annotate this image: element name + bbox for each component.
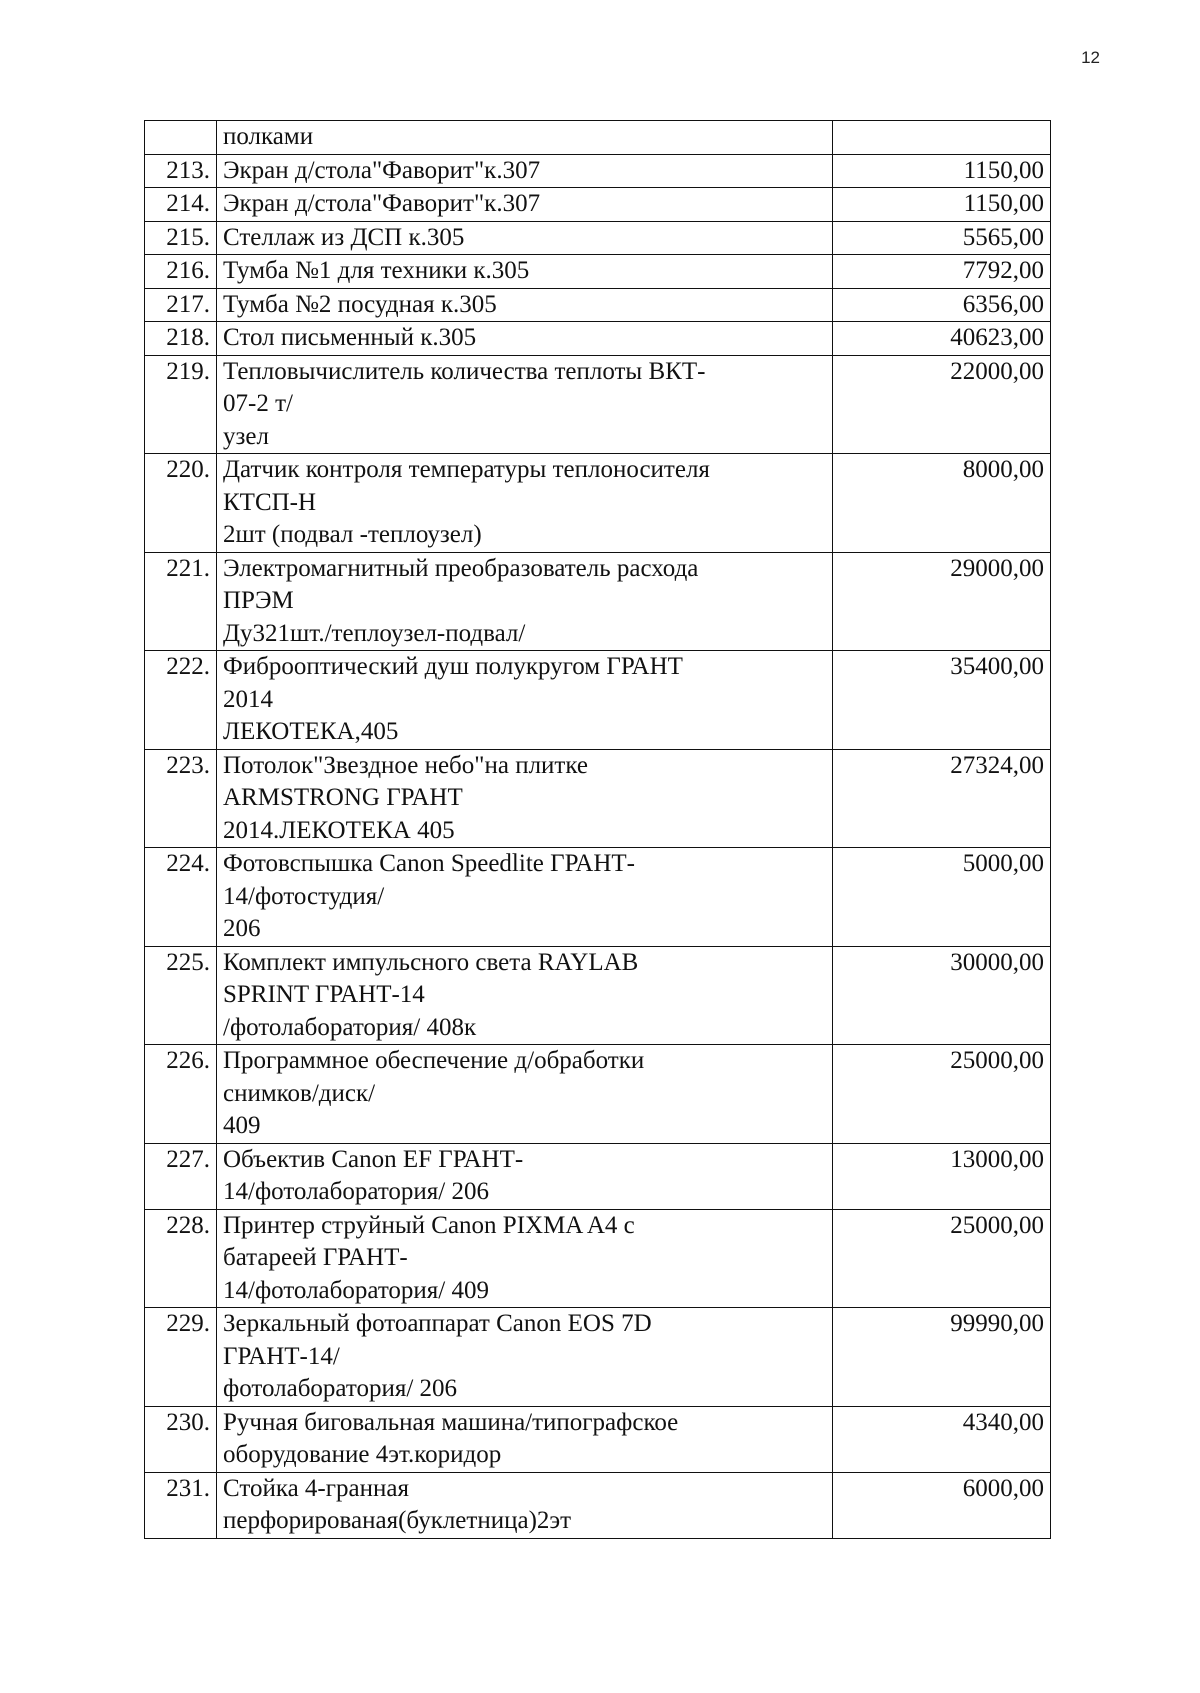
- table-row: [145, 946, 1051, 1045]
- table-row: [145, 322, 1051, 356]
- row-number: 222.: [145, 651, 217, 750]
- item-name: Тепловычислитель количества теплоты ВКТ- 07-2 т/ узел: [217, 355, 833, 454]
- item-name: Экран д/стола"Фаворит"к.307: [217, 154, 833, 188]
- item-name: Стол письменный к.305: [217, 322, 833, 356]
- item-price: 6356,00: [833, 288, 1051, 322]
- table-row: [145, 154, 1051, 188]
- table-row: [145, 454, 1051, 553]
- table-row: [145, 121, 1051, 155]
- item-price: 6000,00: [833, 1472, 1051, 1538]
- item-price: 4340,00: [833, 1406, 1051, 1472]
- item-name: полками: [217, 121, 833, 155]
- row-number: 226.: [145, 1045, 217, 1144]
- row-number: 216.: [145, 255, 217, 289]
- item-name: Ручная биговальная машина/типографское оборудование 4эт.коридор: [217, 1406, 833, 1472]
- table-row: [145, 188, 1051, 222]
- table-row: [145, 221, 1051, 255]
- row-number: 220.: [145, 454, 217, 553]
- item-price: 25000,00: [833, 1209, 1051, 1308]
- table-row: [145, 1209, 1051, 1308]
- row-number: [145, 121, 217, 155]
- table-row: [145, 1308, 1051, 1407]
- table-row: [145, 1143, 1051, 1209]
- item-price: 8000,00: [833, 454, 1051, 553]
- row-number: 221.: [145, 552, 217, 651]
- item-price: 22000,00: [833, 355, 1051, 454]
- item-name: Принтер струйный Canon PIXMA A4 с батареей ГРАНТ- 14/фотолаборатория/ 409: [217, 1209, 833, 1308]
- item-name: Экран д/стола"Фаворит"к.307: [217, 188, 833, 222]
- row-number: 228.: [145, 1209, 217, 1308]
- row-number: 230.: [145, 1406, 217, 1472]
- item-name: Комплект импульсного света RAYLAB SPRINT ГРАНТ-14 /фотолаборатория/ 408к: [217, 946, 833, 1045]
- item-name: Потолок"Звездное небо"на плитке ARMSTRONG ГРАНТ 2014.ЛЕКОТЕКА 405: [217, 749, 833, 848]
- item-price: 99990,00: [833, 1308, 1051, 1407]
- item-name: Тумба №1 для техники к.305: [217, 255, 833, 289]
- row-number: 213.: [145, 154, 217, 188]
- table-row: [145, 848, 1051, 947]
- item-name: Объектив Canon EF ГРАНТ- 14/фотолаборатория/ 206: [217, 1143, 833, 1209]
- page-number: 12: [1081, 48, 1100, 67]
- item-name: Программное обеспечение д/обработки снимков/диск/ 409: [217, 1045, 833, 1144]
- table-row: [145, 1045, 1051, 1144]
- row-number: 214.: [145, 188, 217, 222]
- item-price: 5565,00: [833, 221, 1051, 255]
- item-price: 29000,00: [833, 552, 1051, 651]
- item-price: 1150,00: [833, 188, 1051, 222]
- item-name: Зеркальный фотоаппарат Canon EOS 7D ГРАНТ-14/ фотолаборатория/ 206: [217, 1308, 833, 1407]
- item-name: Электромагнитный преобразователь расхода ПРЭМ Ду321шт./теплоузел-подвал/: [217, 552, 833, 651]
- item-price: 40623,00: [833, 322, 1051, 356]
- item-price: 27324,00: [833, 749, 1051, 848]
- row-number: 223.: [145, 749, 217, 848]
- item-price: 35400,00: [833, 651, 1051, 750]
- row-number: 219.: [145, 355, 217, 454]
- table-row: [145, 1472, 1051, 1538]
- table-row: [145, 1406, 1051, 1472]
- item-name: Фотовспышка Canon Speedlite ГРАНТ- 14/фотостудия/ 206: [217, 848, 833, 947]
- item-price: 13000,00: [833, 1143, 1051, 1209]
- row-number: 218.: [145, 322, 217, 356]
- item-price: [833, 121, 1051, 155]
- table-row: [145, 355, 1051, 454]
- item-price: 30000,00: [833, 946, 1051, 1045]
- item-name: Фиброоптический душ полукругом ГРАНТ 2014 ЛЕКОТЕКА,405: [217, 651, 833, 750]
- item-price: 5000,00: [833, 848, 1051, 947]
- inventory-table: [144, 120, 1051, 1539]
- table-row: [145, 288, 1051, 322]
- row-number: 227.: [145, 1143, 217, 1209]
- row-number: 217.: [145, 288, 217, 322]
- item-name: Датчик контроля температуры теплоносителя КТСП-Н 2шт (подвал -теплоузел): [217, 454, 833, 553]
- item-name: Тумба №2 посудная к.305: [217, 288, 833, 322]
- row-number: 215.: [145, 221, 217, 255]
- row-number: 225.: [145, 946, 217, 1045]
- row-number: 229.: [145, 1308, 217, 1407]
- inventory-table-body: [145, 121, 1051, 1539]
- table-row: [145, 552, 1051, 651]
- item-name: Стойка 4-гранная перфорированая(буклетница)2эт: [217, 1472, 833, 1538]
- table-row: [145, 255, 1051, 289]
- item-price: 1150,00: [833, 154, 1051, 188]
- table-row: [145, 749, 1051, 848]
- row-number: 231.: [145, 1472, 217, 1538]
- table-row: [145, 651, 1051, 750]
- row-number: 224.: [145, 848, 217, 947]
- item-name: Стеллаж из ДСП к.305: [217, 221, 833, 255]
- item-price: 25000,00: [833, 1045, 1051, 1144]
- item-price: 7792,00: [833, 255, 1051, 289]
